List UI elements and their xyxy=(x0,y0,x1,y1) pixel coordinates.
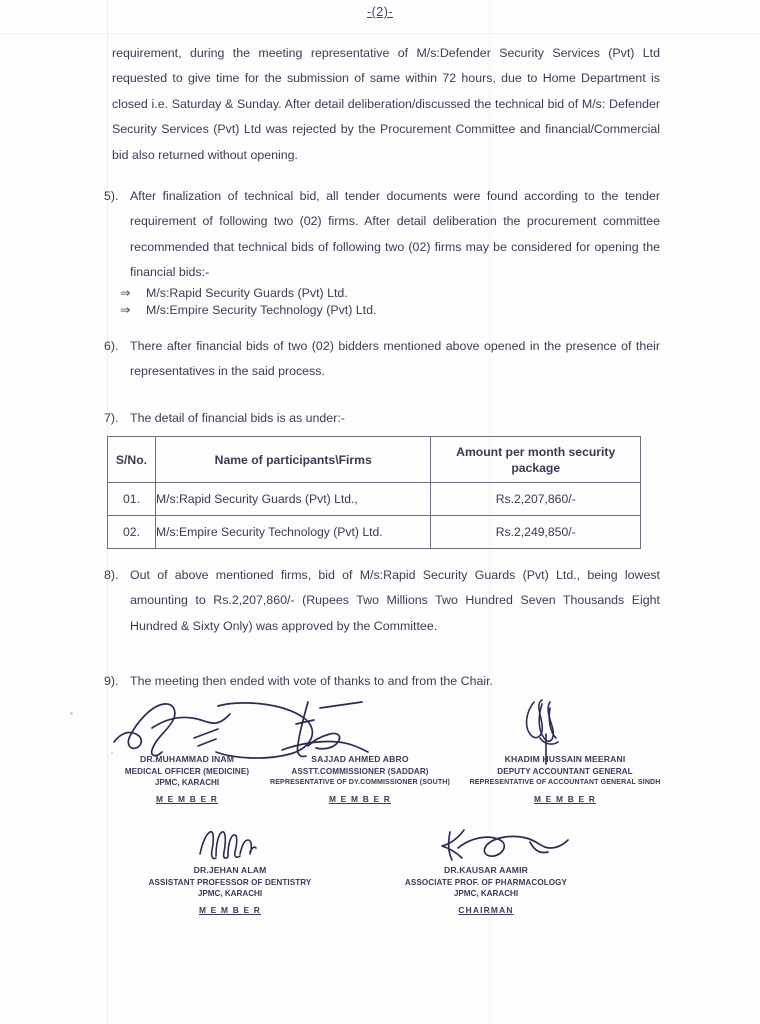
table-cell-amount: Rs.2,249,850/- xyxy=(431,516,641,549)
list-item-7-number: 7). xyxy=(104,411,119,425)
signatory-title: M E M B E R xyxy=(155,793,219,804)
list-item-9 xyxy=(104,669,660,694)
list-item-7-text: The detail of financial bids is as under:- xyxy=(130,411,345,425)
signatory-org: JPMC, KARACHI xyxy=(197,889,263,898)
signatory-name: DR.MUHAMMAD INAM xyxy=(139,754,235,764)
signatory-name: SAJJAD AHMED ABRO xyxy=(311,754,409,764)
scan-artifact-line xyxy=(0,33,760,34)
list-item-6 xyxy=(104,334,660,385)
list-item-7 xyxy=(104,406,660,431)
double-arrow-icon: ⇒ xyxy=(120,286,131,300)
list-item-6-text: There after financial bids of two (02) bidders mentioned above opened in the presence of their representatives in the said process. xyxy=(130,339,660,379)
page-number-text: -(2)- xyxy=(366,5,394,19)
table-cell-amount: Rs.2,207,860/- xyxy=(431,483,641,516)
signature-ink-jehan-alam xyxy=(196,826,258,864)
table-header-row xyxy=(108,437,641,483)
list-item-6-number: 6). xyxy=(104,339,119,353)
list-item-5 xyxy=(104,184,660,286)
continuation-paragraph xyxy=(112,41,660,168)
table-cell-firm: M/s:Empire Security Technology (Pvt) Ltd. xyxy=(155,516,430,549)
signatory-block-2 xyxy=(255,754,465,807)
signatory-name: KHADIM HUSSAIN MEERANI xyxy=(504,754,626,764)
signatory-title: CHAIRMAN xyxy=(458,904,514,915)
financial-bids-table xyxy=(107,436,641,549)
signatory-org: REPRESENTATIVE OF ACCOUNTANT GENERAL SINDH xyxy=(469,778,661,786)
list-item xyxy=(120,302,376,319)
signatory-role: MEDICAL OFFICER (MEDICINE) xyxy=(124,766,250,776)
table-header-sno: S/No. xyxy=(108,437,156,483)
table-cell-firm: M/s:Rapid Security Guards (Pvt) Ltd., xyxy=(155,483,430,516)
signatory-block-3 xyxy=(455,754,675,807)
signatory-block-5 xyxy=(392,865,580,918)
list-item-8-number: 8). xyxy=(104,568,119,582)
list-item xyxy=(120,285,376,302)
signature-ink-muhammad-inam xyxy=(112,698,242,760)
signatory-name: DR.JEHAN ALAM xyxy=(193,865,267,875)
list-item-8 xyxy=(104,563,660,639)
signatory-org: JPMC, KARACHI xyxy=(154,778,220,787)
table-row xyxy=(108,483,641,516)
signatory-title: M E M B E R xyxy=(198,904,262,915)
signatory-role: ASSOCIATE PROF. OF PHARMACOLOGY xyxy=(404,877,568,887)
signatory-org: REPRESENTATIVE OF DY.COMMISSIONER (SOUTH) xyxy=(269,778,450,786)
page-number xyxy=(0,5,760,19)
scan-speck xyxy=(70,712,73,715)
signatory-role: ASSISTANT PROFESSOR OF DENTISTRY xyxy=(148,877,312,887)
continuation-paragraph-text: requirement, during the meeting representative of M/s:Defender Security Services (Pvt) Ltd requested to give time for the submission of same within 72 hours, due to Home Department is closed i.e. Saturday & Sunday. After detail deliberation/discussed the technical bid of M/s: Defender Security Services (Pvt) Ltd was rejected by the Procurement Committee and financial/Commercial bid also returned without opening. xyxy=(112,46,660,162)
qualified-firm-label: M/s:Rapid Security Guards (Pvt) Ltd. xyxy=(146,286,348,300)
table-cell-sno: 01. xyxy=(108,483,156,516)
table-header-firm: Name of participants\Firms xyxy=(155,437,430,483)
qualified-firms-list xyxy=(120,285,376,319)
signature-ink-kausar-aamir xyxy=(438,828,574,864)
table-cell-sno: 02. xyxy=(108,516,156,549)
signatory-block-1 xyxy=(92,754,282,807)
signatory-org: JPMC, KARACHI xyxy=(453,889,519,898)
signatory-title: M E M B E R xyxy=(533,793,597,804)
list-item-9-text: The meeting then ended with vote of thanks to and from the Chair. xyxy=(130,674,493,688)
signatory-role: ASSTT.COMMISSIONER (SADDAR) xyxy=(291,766,429,776)
signatory-block-4 xyxy=(140,865,320,918)
qualified-firm-label: M/s:Empire Security Technology (Pvt) Ltd. xyxy=(146,303,377,317)
table-header-amount: Amount per month security package xyxy=(431,437,641,483)
list-item-9-number: 9). xyxy=(104,674,119,688)
double-arrow-icon: ⇒ xyxy=(120,303,131,317)
signatory-name: DR.KAUSAR AAMIR xyxy=(443,865,529,875)
signatory-role: DEPUTY ACCOUNTANT GENERAL xyxy=(497,766,633,776)
list-item-5-text: After finalization of technical bid, all tender documents were found according to the tender requirement of following two (02) firms. After detail deliberation the procurement committee recommended that technical bids of following two (02) firms may be considered for opening the financial bids:- xyxy=(130,189,660,280)
signatory-title: M E M B E R xyxy=(328,793,392,804)
list-item-8-text: Out of above mentioned firms, bid of M/s:Rapid Security Guards (Pvt) Ltd., being lowest amounting to Rs.2,207,860/- (Rupees Two Millions Two Hundred Seven Thousands Eight Hundred & Sixty Only) was approved by the Committee. xyxy=(130,568,660,633)
table-row xyxy=(108,516,641,549)
list-item-5-number: 5). xyxy=(104,189,119,203)
